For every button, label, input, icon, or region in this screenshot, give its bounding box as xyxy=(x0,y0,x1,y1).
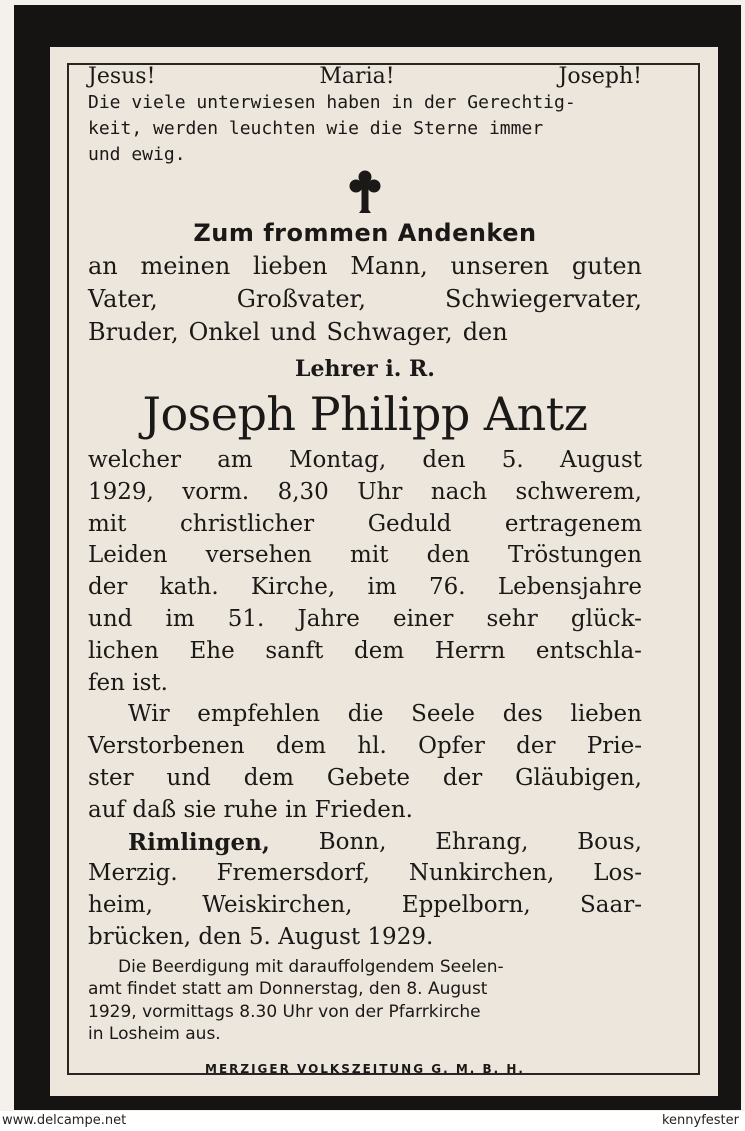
word: vorm. xyxy=(182,478,250,505)
word: im xyxy=(367,574,397,601)
watermark-bar xyxy=(0,1111,745,1131)
word: unseren xyxy=(450,252,550,280)
body-line xyxy=(88,477,642,509)
word: Fremersdorf, xyxy=(216,860,370,887)
word: christlicher xyxy=(180,510,315,537)
place-name: Rimlingen, xyxy=(128,828,270,856)
bible-verse xyxy=(88,90,642,168)
intro-text xyxy=(88,250,642,349)
word: Nunkirchen, xyxy=(408,860,555,887)
word: Gebete xyxy=(326,764,411,791)
word: Bruder, xyxy=(88,318,179,346)
word: Kirche, xyxy=(251,574,336,601)
word: mit xyxy=(88,510,127,537)
body-line xyxy=(88,445,642,477)
burial-line: amt findet statt am Donnerstag, den 8. August xyxy=(88,979,488,1000)
word: und xyxy=(88,605,133,632)
word: Gläubigen, xyxy=(515,764,642,791)
word: Lebensjahre xyxy=(497,574,642,601)
word: guten xyxy=(571,252,642,280)
intro-line-1 xyxy=(88,250,642,283)
burial-line: Die Beerdigung mit darauffolgendem Seelen- xyxy=(118,956,504,977)
word: und xyxy=(166,764,211,791)
word: entschla- xyxy=(535,637,642,664)
word: glück- xyxy=(570,605,642,632)
word: Onkel xyxy=(188,318,261,346)
word: kath. xyxy=(159,574,219,601)
place-line xyxy=(88,890,642,922)
word: Wir xyxy=(128,701,170,728)
word: Geduld xyxy=(367,510,452,537)
intro-line-2 xyxy=(88,283,642,316)
word: Seele xyxy=(411,701,476,728)
body-last-line: fen ist. xyxy=(88,669,168,696)
word: Montag, xyxy=(288,447,387,473)
header-joseph: Joseph! xyxy=(558,64,642,89)
burial-line: in Losheim aus. xyxy=(88,1024,221,1045)
body-line xyxy=(88,636,642,668)
prayer-line xyxy=(88,795,642,827)
prayer-last-line: auf daß sie ruhe in Frieden. xyxy=(88,796,413,823)
word: sehr xyxy=(486,605,538,632)
word: 5. xyxy=(501,447,524,473)
word: August xyxy=(559,447,642,473)
burial-notice xyxy=(88,956,642,1046)
word: den xyxy=(426,542,470,569)
body-line xyxy=(88,668,642,700)
word: 1929, xyxy=(88,478,154,505)
verse-line: Die viele unterwiesen haben in der Gerechtig- xyxy=(88,92,576,113)
word: einer xyxy=(392,605,454,632)
word: ster xyxy=(88,764,134,791)
word: Saar- xyxy=(580,892,642,919)
word: 8,30 xyxy=(277,478,329,505)
word: dem xyxy=(354,637,405,664)
word: Los- xyxy=(593,860,642,887)
word: Eppelborn, xyxy=(401,892,531,919)
word: der xyxy=(88,574,128,601)
intro-line-3 xyxy=(88,316,642,349)
word: Jahre xyxy=(297,605,360,632)
word: Großvater, xyxy=(236,285,367,313)
watermark-left: www.delcampe.net xyxy=(2,1113,127,1128)
deceased-profession: Lehrer i. R. xyxy=(295,356,435,382)
prayer-line xyxy=(88,731,642,763)
body-line xyxy=(88,604,642,636)
word: Tröstungen xyxy=(507,542,642,569)
word: empfehlen xyxy=(197,701,321,728)
word: lieben xyxy=(570,701,642,728)
card-title: Zum frommen Andenken xyxy=(193,219,537,247)
body-line xyxy=(88,509,642,541)
deceased-name: Joseph Philipp Antz xyxy=(142,387,588,441)
word: Herrn xyxy=(434,637,506,664)
word: an xyxy=(88,252,118,280)
word: Weiskirchen, xyxy=(202,892,353,919)
word: meinen xyxy=(140,252,231,280)
word: Verstorbenen xyxy=(88,733,245,760)
header-names xyxy=(88,64,642,90)
verse-line: und ewig. xyxy=(88,144,186,165)
date-line: brücken, den 5. August 1929. xyxy=(88,923,434,950)
body-line xyxy=(88,572,642,604)
word: den xyxy=(422,447,466,473)
word: welcher xyxy=(88,447,181,473)
body-line xyxy=(88,540,642,572)
word: Schwager, xyxy=(326,318,453,346)
prayer-line xyxy=(88,763,642,795)
word: dem xyxy=(275,733,327,760)
watermark-right: kennyfester xyxy=(661,1113,739,1128)
word: der xyxy=(516,733,556,760)
word: schwerem, xyxy=(515,478,642,505)
printer-imprint: MERZIGER VOLKSZEITUNG G. M. B. H. xyxy=(205,1061,525,1076)
word: Opfer xyxy=(418,733,485,760)
word: Ehrang, xyxy=(435,828,529,855)
word: 76. xyxy=(428,574,466,601)
word: hl. xyxy=(357,733,387,760)
word: Leiden xyxy=(88,542,168,569)
word: 51. xyxy=(227,605,265,632)
burial-line: 1929, vormittags 8.30 Uhr von der Pfarrkirche xyxy=(88,1001,481,1022)
place-line xyxy=(88,922,642,954)
word: Prie- xyxy=(586,733,642,760)
word: Bonn, xyxy=(318,828,387,855)
word: lieben xyxy=(253,252,328,280)
word: Vater, xyxy=(88,285,158,313)
word: ertragenem xyxy=(504,510,642,537)
prayer-line xyxy=(88,699,642,731)
word: sanft xyxy=(265,637,324,664)
word: des xyxy=(502,701,543,728)
place-line xyxy=(88,858,642,890)
word: der xyxy=(442,764,483,791)
word: mit xyxy=(350,542,389,569)
verse-line: keit, werden leuchten wie die Sterne immer xyxy=(88,118,544,139)
word: die xyxy=(347,701,384,728)
cross-icon xyxy=(348,169,382,215)
word: nach xyxy=(430,478,488,505)
word: heim, xyxy=(88,892,153,919)
word: Mann, xyxy=(350,252,428,280)
header-jesus: Jesus! xyxy=(88,64,156,89)
place-line xyxy=(88,827,642,859)
word: Ehe xyxy=(189,637,235,664)
word: Bous, xyxy=(577,828,642,855)
word: Merzig. xyxy=(88,860,178,887)
word: im xyxy=(165,605,195,632)
word: am xyxy=(217,447,253,473)
header-maria: Maria! xyxy=(319,64,395,89)
word: und xyxy=(270,318,317,346)
word: Uhr xyxy=(357,478,403,505)
word: den xyxy=(462,318,508,346)
word: lichen xyxy=(88,637,159,664)
word: versehen xyxy=(205,542,312,569)
death-notice xyxy=(88,445,642,954)
memorial-card-text xyxy=(88,64,642,1085)
word: Schwiegervater, xyxy=(445,285,642,313)
word: dem xyxy=(243,764,294,791)
